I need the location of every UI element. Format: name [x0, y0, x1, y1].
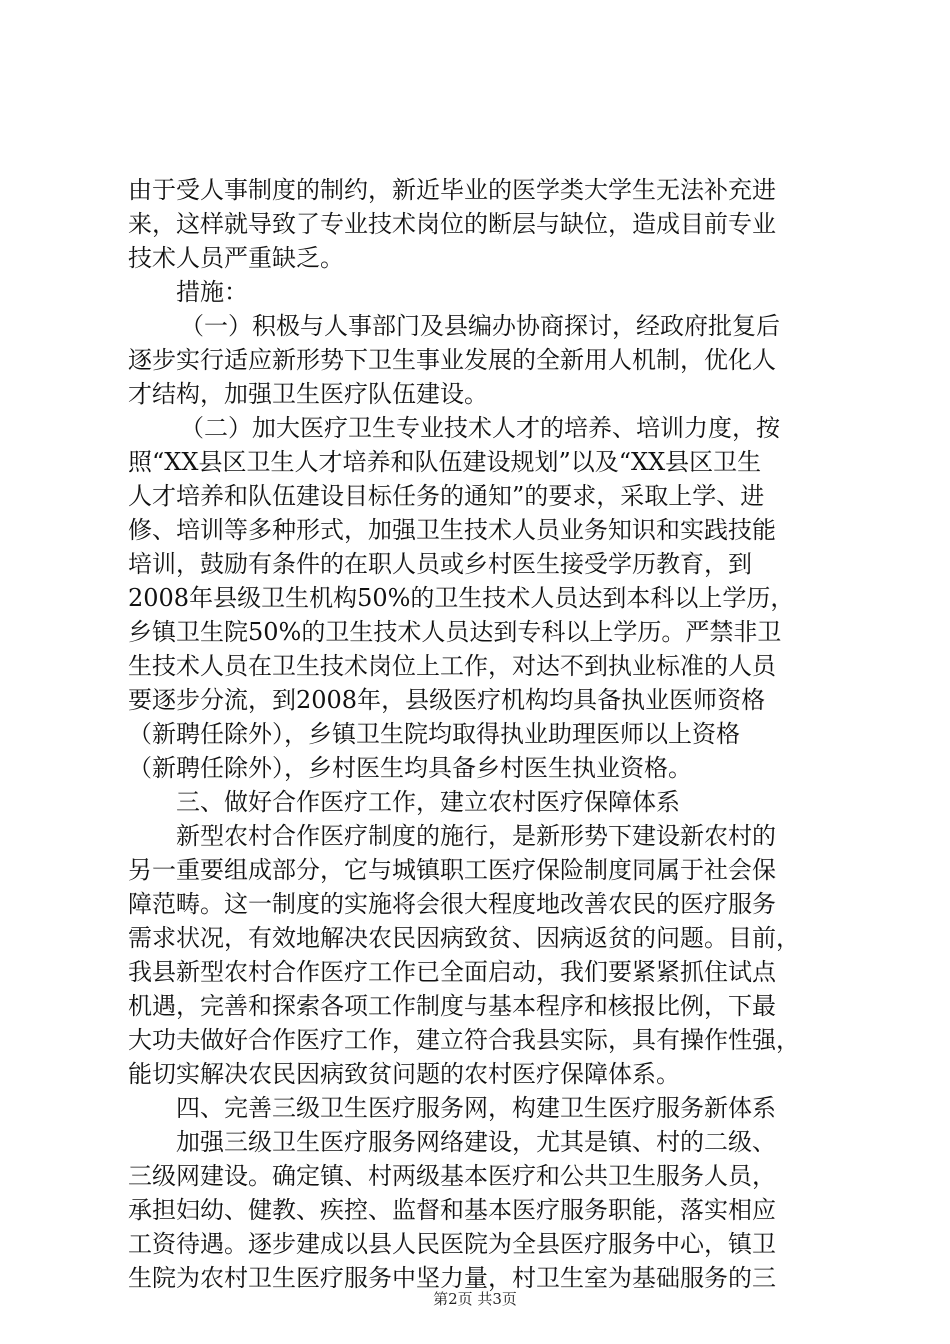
- text-line: 由于受人事制度的制约，新近毕业的医学类大学生无法补充进: [128, 176, 776, 204]
- text-line: 措施：: [176, 278, 248, 306]
- page-footer: [0, 1289, 950, 1309]
- section-heading: 三、做好合作医疗工作，建立农村医疗保障体系: [176, 788, 680, 816]
- text-line: 要逐步分流，到2008年，县级医疗机构均具备执业医师资格: [128, 686, 766, 714]
- text-line: 加强三级卫生医疗服务网络建设，尤其是镇、村的二级、: [176, 1128, 776, 1156]
- text-line: 人才培养和队伍建设目标任务的通知”的要求，采取上学、进: [128, 482, 765, 510]
- text-line: 新型农村合作医疗制度的施行，是新形势下建设新农村的: [176, 822, 776, 850]
- text-line: 技术人员严重缺乏。: [128, 244, 344, 272]
- text-line: 逐步实行适应新形势下卫生事业发展的全新用人机制，优化人: [128, 346, 776, 374]
- text-line: 另一重要组成部分，它与城镇职工医疗保险制度同属于社会保: [128, 856, 776, 884]
- text-line: 来，这样就导致了专业技术岗位的断层与缺位，造成目前专业: [128, 210, 776, 238]
- text-line: （新聘任除外），乡村医生均具备乡村医生执业资格。: [128, 754, 692, 782]
- text-line: 生技术人员在卫生技术岗位上工作，对达不到执业标准的人员: [128, 652, 776, 680]
- text-line: 2008年县级卫生机构50%的卫生技术人员达到本科以上学历，: [128, 584, 795, 612]
- section-heading: 四、完善三级卫生医疗服务网，构建卫生医疗服务新体系: [176, 1094, 776, 1122]
- document-body: [128, 173, 838, 1295]
- text-line: 我县新型农村合作医疗工作已全面启动，我们要紧紧抓住试点: [128, 958, 776, 986]
- text-line: 工资待遇。逐步建成以县人民医院为全县医疗服务中心，镇卫: [128, 1230, 776, 1258]
- text-line: 障范畴。这一制度的实施将会很大程度地改善农民的医疗服务: [128, 890, 776, 918]
- text-line: 修、培训等多种形式，加强卫生技术人员业务知识和实践技能: [128, 516, 776, 544]
- text-line: 能切实解决农民因病致贫问题的农村医疗保障体系。: [128, 1060, 680, 1088]
- text-line: （二）加大医疗卫生专业技术人才的培养、培训力度，按: [180, 414, 780, 442]
- text-line: 三级网建设。确定镇、村两级基本医疗和公共卫生服务人员，: [128, 1162, 776, 1190]
- text-line: 生院为农村卫生医疗服务中坚力量，村卫生室为基础服务的三: [128, 1264, 776, 1292]
- text-line: （新聘任除外），乡镇卫生院均取得执业助理医师以上资格: [128, 720, 740, 748]
- text-line: 承担妇幼、健教、疾控、监督和基本医疗服务职能，落实相应: [128, 1196, 776, 1224]
- page-number: 第2页 共3页: [433, 1290, 517, 1308]
- text-line: 培训，鼓励有条件的在职人员或乡村医生接受学历教育，到: [128, 550, 752, 578]
- text-line: 需求状况，有效地解决农民因病致贫、因病返贫的问题。目前，: [128, 924, 800, 952]
- text-line: 机遇，完善和探索各项工作制度与基本程序和核报比例，下最: [128, 992, 776, 1020]
- text-line: 才结构，加强卫生医疗队伍建设。: [128, 380, 488, 408]
- text-line: 照“XX县区卫生人才培养和队伍建设规划”以及“XX县区卫生: [128, 448, 762, 476]
- text-line: （一）积极与人事部门及县编办协商探讨，经政府批复后: [180, 312, 780, 340]
- text-line: 大功夫做好合作医疗工作，建立符合我县实际，具有操作性强，: [128, 1026, 800, 1054]
- text-line: 乡镇卫生院50%的卫生技术人员达到专科以上学历。严禁非卫: [128, 618, 782, 646]
